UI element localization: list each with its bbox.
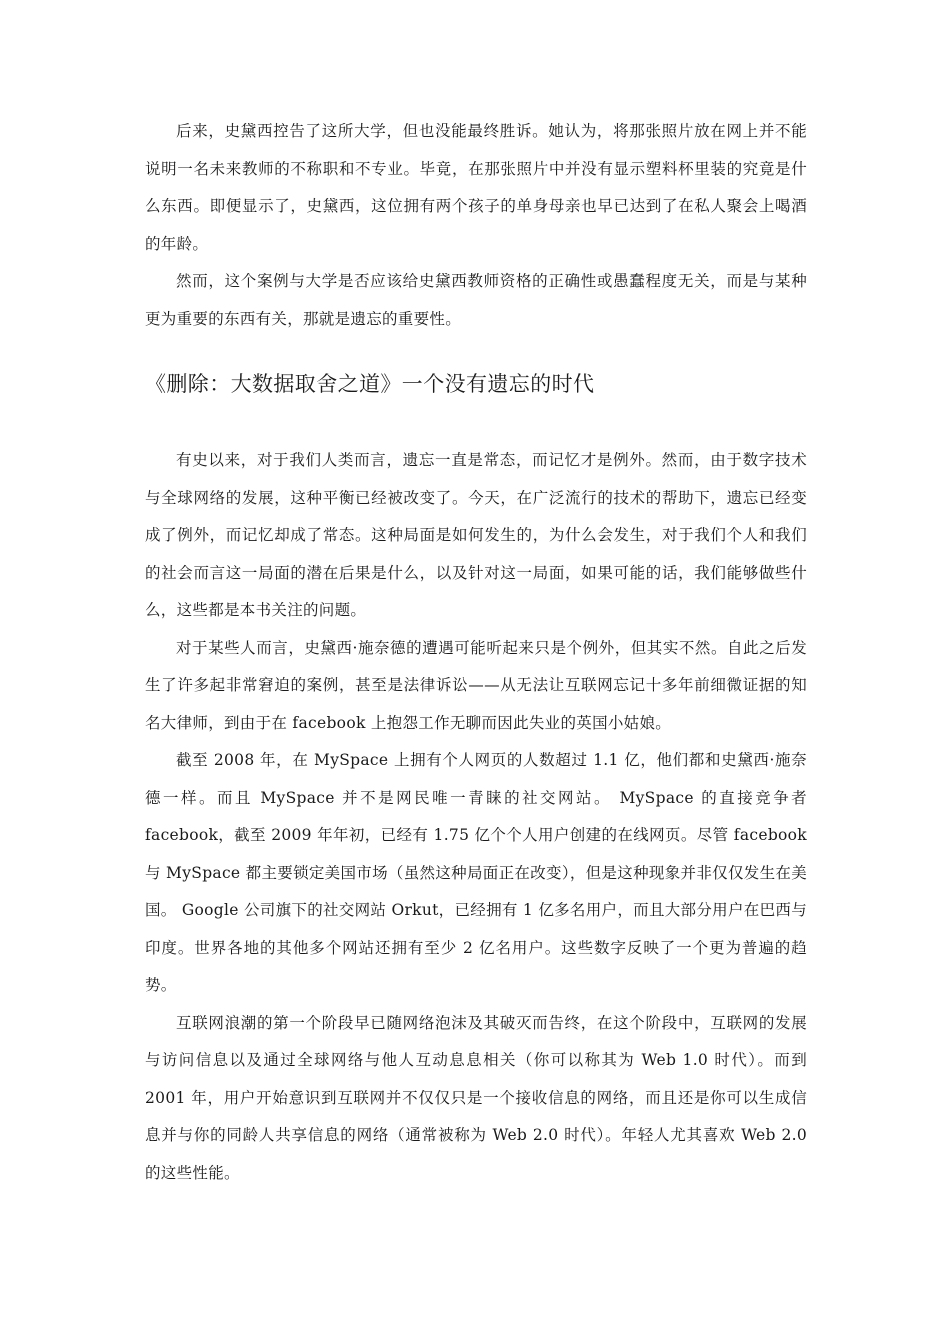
paragraph-lawsuit: 后来，史黛西控告了这所大学，但也没能最终胜诉。她认为，将那张照片放在网上并不能说明一名未来教师的不称职和不专业。毕竟，在那张照片中并没有显示塑料杯里装的究竟是什么东西。即便显示了，史黛西，这位拥有两个孩子的单身母亲也早已达到了在私人聚会上喝酒的年龄。 bbox=[145, 122, 807, 253]
paragraph-examples: 对于某些人而言，史黛西·施奈德的遭遇可能听起来只是个例外，但其实不然。自此之后发生了许多起非常窘迫的案例，甚至是法律诉讼——从无法让互联网忘记十多年前细微证据的知名大律师，到由于在 facebook 上抱怨工作无聊而因此失业的英国小姑娘。 bbox=[145, 638, 807, 732]
paragraph-web-eras: 互联网浪潮的第一个阶段早已随网络泡沫及其破灭而告终，在这个阶段中，互联网的发展与访问信息以及通过全球网络与他人互动息息相关（你可以称其为 Web 1.0 时代）。而到 2001 年，用户开始意识到互联网并不仅仅只是一个接收信息的网络，而且还是你可以生成信息并与你的同龄人共享信息的网络（通常被称为 Web 2.0 时代）。年轻人尤其喜欢 Web 2.0 的这些性能。 bbox=[145, 1013, 807, 1182]
paragraph-social-network-stats: 截至 2008 年，在 MySpace 上拥有个人网页的人数超过 1.1 亿，他们都和史黛西·施奈德一样。而且 MySpace 并不是网民唯一青睐的社交网站。 MySpace 的直接竞争者 facebook，截至 2009 年年初，已经有 1.75 亿个个人用户创建的在线网页。尽管 facebook 与 MySpace 都主要锁定美国市场（虽然这种局面正在改变），但是这种现象并非仅仅发生在美国。 Google 公司旗下的社交网站 Orkut，已经拥有 1 亿多名用户，而且大部分用户在巴西与印度。世界各地的其他多个网站还拥有至少 2 亿名用户。这些数字反映了一个更为普遍的趋势。 bbox=[145, 751, 807, 994]
paragraph-case-importance: 然而，这个案例与大学是否应该给史黛西教师资格的正确性或愚蠢程度无关，而是与某种更为重要的东西有关，那就是遗忘的重要性。 bbox=[145, 272, 807, 328]
paragraph-forgetting-norm: 有史以来，对于我们人类而言，遗忘一直是常态，而记忆才是例外。然而，由于数字技术与全球网络的发展，这种平衡已经被改变了。今天，在广泛流行的技术的帮助下，遗忘已经变成了例外，而记忆却成了常态。这种局面是如何发生的，为什么会发生，对于我们个人和我们的社会而言这一局面的潜在后果是什么，以及针对这一局面，如果可能的话，我们能够做些什么，这些都是本书关注的问题。 bbox=[145, 451, 807, 619]
document-page bbox=[145, 113, 807, 1192]
section-heading: 《删除：大数据取舍之道》一个没有遗忘的时代 bbox=[145, 372, 595, 396]
